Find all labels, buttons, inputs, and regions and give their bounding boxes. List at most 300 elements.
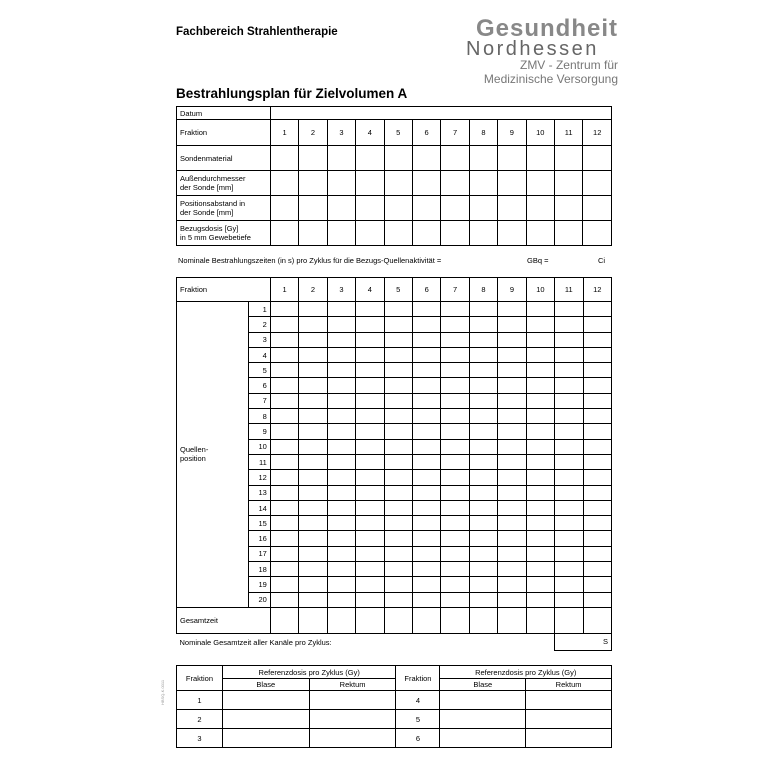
time-entry-cell[interactable] — [412, 592, 440, 607]
time-entry-cell[interactable] — [498, 317, 526, 332]
rektum-dose-cell[interactable] — [309, 710, 396, 729]
time-entry-cell[interactable] — [441, 409, 469, 424]
time-entry-cell[interactable] — [270, 592, 298, 607]
blase-dose-cell[interactable] — [222, 710, 309, 729]
plan-entry-cell[interactable] — [270, 221, 298, 246]
time-entry-cell[interactable] — [327, 363, 355, 378]
time-entry-cell[interactable] — [412, 562, 440, 577]
plan-entry-cell[interactable] — [583, 196, 612, 221]
time-entry-cell[interactable] — [327, 302, 355, 317]
time-entry-cell[interactable] — [299, 546, 327, 561]
time-entry-cell[interactable] — [270, 546, 298, 561]
time-entry-cell[interactable] — [498, 454, 526, 469]
time-entry-cell[interactable] — [555, 546, 583, 561]
plan-entry-cell[interactable] — [384, 221, 412, 246]
time-entry-cell[interactable] — [299, 302, 327, 317]
time-entry-cell[interactable] — [384, 470, 412, 485]
time-entry-cell[interactable] — [526, 347, 554, 362]
plan-entry-cell[interactable] — [554, 221, 582, 246]
plan-entry-cell[interactable] — [441, 196, 469, 221]
time-entry-cell[interactable] — [555, 302, 583, 317]
time-entry-cell[interactable] — [384, 302, 412, 317]
time-entry-cell[interactable] — [583, 546, 611, 561]
time-entry-cell[interactable] — [583, 439, 611, 454]
time-entry-cell[interactable] — [555, 332, 583, 347]
time-entry-cell[interactable] — [583, 562, 611, 577]
time-entry-cell[interactable] — [327, 531, 355, 546]
time-entry-cell[interactable] — [270, 317, 298, 332]
plan-entry-cell[interactable] — [554, 196, 582, 221]
time-entry-cell[interactable] — [270, 470, 298, 485]
plan-entry-cell[interactable] — [498, 171, 526, 196]
plan-entry-cell[interactable] — [412, 196, 440, 221]
time-entry-cell[interactable] — [526, 439, 554, 454]
time-entry-cell[interactable] — [583, 485, 611, 500]
time-entry-cell[interactable] — [469, 424, 497, 439]
time-entry-cell[interactable] — [412, 454, 440, 469]
time-entry-cell[interactable] — [356, 439, 384, 454]
time-entry-cell[interactable] — [555, 500, 583, 515]
gesamtzeit-cell[interactable] — [356, 607, 384, 633]
time-entry-cell[interactable] — [299, 409, 327, 424]
plan-entry-cell[interactable] — [270, 196, 298, 221]
gesamtzeit-cell[interactable] — [327, 607, 355, 633]
time-entry-cell[interactable] — [412, 470, 440, 485]
plan-entry-cell[interactable] — [441, 171, 469, 196]
plan-entry-cell[interactable] — [526, 171, 554, 196]
time-entry-cell[interactable] — [384, 577, 412, 592]
plan-entry-cell[interactable] — [526, 196, 554, 221]
gesamtzeit-cell[interactable] — [469, 607, 497, 633]
time-entry-cell[interactable] — [327, 470, 355, 485]
time-entry-cell[interactable] — [441, 485, 469, 500]
time-entry-cell[interactable] — [441, 516, 469, 531]
time-entry-cell[interactable] — [412, 332, 440, 347]
time-entry-cell[interactable] — [498, 347, 526, 362]
rektum-dose-cell[interactable] — [309, 691, 396, 710]
time-entry-cell[interactable] — [356, 470, 384, 485]
time-entry-cell[interactable] — [555, 378, 583, 393]
blase-dose-cell[interactable] — [440, 710, 526, 729]
time-entry-cell[interactable] — [327, 332, 355, 347]
gesamtzeit-cell[interactable] — [384, 607, 412, 633]
time-entry-cell[interactable] — [270, 454, 298, 469]
time-entry-cell[interactable] — [441, 363, 469, 378]
plan-entry-cell[interactable] — [270, 146, 298, 171]
time-entry-cell[interactable] — [412, 546, 440, 561]
time-entry-cell[interactable] — [299, 531, 327, 546]
time-entry-cell[interactable] — [555, 485, 583, 500]
time-entry-cell[interactable] — [270, 531, 298, 546]
plan-entry-cell[interactable] — [583, 146, 612, 171]
time-entry-cell[interactable] — [299, 347, 327, 362]
time-entry-cell[interactable] — [412, 439, 440, 454]
time-entry-cell[interactable] — [469, 516, 497, 531]
time-entry-cell[interactable] — [469, 531, 497, 546]
time-entry-cell[interactable] — [526, 454, 554, 469]
time-entry-cell[interactable] — [469, 485, 497, 500]
time-entry-cell[interactable] — [356, 332, 384, 347]
time-entry-cell[interactable] — [526, 332, 554, 347]
time-entry-cell[interactable] — [327, 439, 355, 454]
time-entry-cell[interactable] — [356, 516, 384, 531]
time-entry-cell[interactable] — [583, 378, 611, 393]
gesamtzeit-cell[interactable] — [299, 607, 327, 633]
time-entry-cell[interactable] — [498, 470, 526, 485]
gesamtzeit-cell[interactable] — [583, 607, 611, 633]
time-entry-cell[interactable] — [441, 347, 469, 362]
time-entry-cell[interactable] — [469, 363, 497, 378]
time-entry-cell[interactable] — [526, 516, 554, 531]
time-entry-cell[interactable] — [469, 347, 497, 362]
time-entry-cell[interactable] — [270, 439, 298, 454]
gesamtzeit-cell[interactable] — [441, 607, 469, 633]
time-entry-cell[interactable] — [441, 546, 469, 561]
time-entry-cell[interactable] — [270, 500, 298, 515]
gesamtzeit-cell[interactable] — [555, 607, 583, 633]
time-entry-cell[interactable] — [384, 317, 412, 332]
time-entry-cell[interactable] — [327, 577, 355, 592]
plan-entry-cell[interactable] — [299, 171, 327, 196]
time-entry-cell[interactable] — [526, 546, 554, 561]
plan-entry-cell[interactable] — [554, 171, 582, 196]
time-entry-cell[interactable] — [384, 409, 412, 424]
time-entry-cell[interactable] — [583, 393, 611, 408]
time-entry-cell[interactable] — [555, 317, 583, 332]
time-entry-cell[interactable] — [299, 424, 327, 439]
plan-entry-cell[interactable] — [498, 196, 526, 221]
blase-dose-cell[interactable] — [222, 691, 309, 710]
plan-entry-cell[interactable] — [299, 221, 327, 246]
plan-entry-cell[interactable] — [384, 196, 412, 221]
time-entry-cell[interactable] — [583, 454, 611, 469]
time-entry-cell[interactable] — [356, 378, 384, 393]
plan-entry-cell[interactable] — [384, 171, 412, 196]
time-entry-cell[interactable] — [299, 393, 327, 408]
blase-dose-cell[interactable] — [440, 729, 526, 748]
time-entry-cell[interactable] — [583, 516, 611, 531]
plan-entry-cell[interactable] — [526, 221, 554, 246]
time-entry-cell[interactable] — [327, 500, 355, 515]
time-entry-cell[interactable] — [299, 332, 327, 347]
time-entry-cell[interactable] — [327, 409, 355, 424]
time-entry-cell[interactable] — [356, 424, 384, 439]
time-entry-cell[interactable] — [356, 485, 384, 500]
time-entry-cell[interactable] — [526, 363, 554, 378]
time-entry-cell[interactable] — [555, 454, 583, 469]
time-entry-cell[interactable] — [441, 378, 469, 393]
time-entry-cell[interactable] — [498, 485, 526, 500]
time-entry-cell[interactable] — [327, 516, 355, 531]
time-entry-cell[interactable] — [299, 592, 327, 607]
time-entry-cell[interactable] — [555, 363, 583, 378]
time-entry-cell[interactable] — [469, 302, 497, 317]
time-entry-cell[interactable] — [299, 317, 327, 332]
rektum-dose-cell[interactable] — [526, 710, 612, 729]
time-entry-cell[interactable] — [498, 500, 526, 515]
time-entry-cell[interactable] — [384, 500, 412, 515]
rektum-dose-cell[interactable] — [309, 729, 396, 748]
time-entry-cell[interactable] — [441, 332, 469, 347]
time-entry-cell[interactable] — [469, 577, 497, 592]
time-entry-cell[interactable] — [412, 516, 440, 531]
time-entry-cell[interactable] — [270, 378, 298, 393]
time-entry-cell[interactable] — [441, 592, 469, 607]
time-entry-cell[interactable] — [583, 470, 611, 485]
time-entry-cell[interactable] — [356, 500, 384, 515]
time-entry-cell[interactable] — [384, 562, 412, 577]
plan-entry-cell[interactable] — [469, 221, 497, 246]
time-entry-cell[interactable] — [356, 577, 384, 592]
time-entry-cell[interactable] — [384, 363, 412, 378]
time-entry-cell[interactable] — [441, 531, 469, 546]
time-entry-cell[interactable] — [356, 409, 384, 424]
time-entry-cell[interactable] — [555, 439, 583, 454]
time-entry-cell[interactable] — [469, 546, 497, 561]
time-entry-cell[interactable] — [412, 531, 440, 546]
time-entry-cell[interactable] — [299, 516, 327, 531]
time-entry-cell[interactable] — [384, 531, 412, 546]
plan-entry-cell[interactable] — [327, 171, 355, 196]
time-entry-cell[interactable] — [469, 592, 497, 607]
plan-entry-cell[interactable] — [498, 221, 526, 246]
plan-entry-cell[interactable] — [299, 196, 327, 221]
time-entry-cell[interactable] — [498, 531, 526, 546]
time-entry-cell[interactable] — [384, 393, 412, 408]
rektum-dose-cell[interactable] — [526, 729, 612, 748]
time-entry-cell[interactable] — [526, 302, 554, 317]
time-entry-cell[interactable] — [384, 454, 412, 469]
gesamtzeit-cell[interactable] — [526, 607, 554, 633]
time-entry-cell[interactable] — [469, 500, 497, 515]
time-entry-cell[interactable] — [412, 409, 440, 424]
time-entry-cell[interactable] — [441, 424, 469, 439]
time-entry-cell[interactable] — [327, 317, 355, 332]
time-entry-cell[interactable] — [469, 562, 497, 577]
time-entry-cell[interactable] — [299, 378, 327, 393]
time-entry-cell[interactable] — [555, 592, 583, 607]
time-entry-cell[interactable] — [270, 424, 298, 439]
time-entry-cell[interactable] — [356, 363, 384, 378]
plan-entry-cell[interactable] — [412, 171, 440, 196]
plan-entry-cell[interactable] — [356, 171, 384, 196]
time-entry-cell[interactable] — [498, 302, 526, 317]
plan-entry-cell[interactable] — [583, 171, 612, 196]
plan-entry-cell[interactable] — [469, 171, 497, 196]
time-entry-cell[interactable] — [412, 317, 440, 332]
time-entry-cell[interactable] — [327, 485, 355, 500]
time-entry-cell[interactable] — [555, 409, 583, 424]
time-entry-cell[interactable] — [412, 577, 440, 592]
time-entry-cell[interactable] — [469, 332, 497, 347]
time-entry-cell[interactable] — [412, 485, 440, 500]
datum-cell[interactable] — [270, 107, 611, 120]
time-entry-cell[interactable] — [555, 470, 583, 485]
time-entry-cell[interactable] — [356, 347, 384, 362]
time-entry-cell[interactable] — [270, 516, 298, 531]
time-entry-cell[interactable] — [356, 562, 384, 577]
time-entry-cell[interactable] — [412, 424, 440, 439]
time-entry-cell[interactable] — [583, 577, 611, 592]
time-entry-cell[interactable] — [299, 363, 327, 378]
time-entry-cell[interactable] — [441, 317, 469, 332]
time-entry-cell[interactable] — [384, 485, 412, 500]
time-entry-cell[interactable] — [441, 500, 469, 515]
time-entry-cell[interactable] — [327, 378, 355, 393]
time-entry-cell[interactable] — [441, 470, 469, 485]
plan-entry-cell[interactable] — [327, 146, 355, 171]
time-entry-cell[interactable] — [583, 531, 611, 546]
time-entry-cell[interactable] — [384, 592, 412, 607]
time-entry-cell[interactable] — [583, 363, 611, 378]
time-entry-cell[interactable] — [555, 562, 583, 577]
time-entry-cell[interactable] — [327, 393, 355, 408]
time-entry-cell[interactable] — [526, 470, 554, 485]
time-entry-cell[interactable] — [498, 516, 526, 531]
plan-entry-cell[interactable] — [469, 146, 497, 171]
time-entry-cell[interactable] — [412, 500, 440, 515]
plan-entry-cell[interactable] — [469, 196, 497, 221]
time-entry-cell[interactable] — [526, 393, 554, 408]
time-entry-cell[interactable] — [469, 317, 497, 332]
blase-dose-cell[interactable] — [440, 691, 526, 710]
time-entry-cell[interactable] — [384, 424, 412, 439]
time-entry-cell[interactable] — [555, 531, 583, 546]
plan-entry-cell[interactable] — [583, 221, 612, 246]
time-entry-cell[interactable] — [498, 592, 526, 607]
time-entry-cell[interactable] — [412, 302, 440, 317]
time-entry-cell[interactable] — [498, 378, 526, 393]
time-entry-cell[interactable] — [384, 516, 412, 531]
time-entry-cell[interactable] — [327, 424, 355, 439]
gesamtzeit-cell[interactable] — [270, 607, 298, 633]
time-entry-cell[interactable] — [498, 439, 526, 454]
time-entry-cell[interactable] — [384, 332, 412, 347]
time-entry-cell[interactable] — [583, 302, 611, 317]
time-entry-cell[interactable] — [356, 454, 384, 469]
time-entry-cell[interactable] — [526, 485, 554, 500]
time-entry-cell[interactable] — [498, 393, 526, 408]
plan-entry-cell[interactable] — [327, 221, 355, 246]
time-entry-cell[interactable] — [441, 302, 469, 317]
time-entry-cell[interactable] — [299, 439, 327, 454]
time-entry-cell[interactable] — [270, 562, 298, 577]
time-entry-cell[interactable] — [270, 577, 298, 592]
time-entry-cell[interactable] — [498, 424, 526, 439]
time-entry-cell[interactable] — [270, 347, 298, 362]
time-entry-cell[interactable] — [498, 363, 526, 378]
gesamtzeit-cell[interactable] — [498, 607, 526, 633]
time-entry-cell[interactable] — [526, 500, 554, 515]
time-entry-cell[interactable] — [299, 577, 327, 592]
time-entry-cell[interactable] — [441, 562, 469, 577]
time-entry-cell[interactable] — [526, 424, 554, 439]
rektum-dose-cell[interactable] — [526, 691, 612, 710]
time-entry-cell[interactable] — [327, 454, 355, 469]
plan-entry-cell[interactable] — [441, 221, 469, 246]
time-entry-cell[interactable] — [299, 500, 327, 515]
time-entry-cell[interactable] — [498, 577, 526, 592]
plan-entry-cell[interactable] — [327, 196, 355, 221]
time-entry-cell[interactable] — [384, 347, 412, 362]
plan-entry-cell[interactable] — [356, 221, 384, 246]
time-entry-cell[interactable] — [583, 500, 611, 515]
time-entry-cell[interactable] — [441, 439, 469, 454]
blase-dose-cell[interactable] — [222, 729, 309, 748]
time-entry-cell[interactable] — [469, 439, 497, 454]
time-entry-cell[interactable] — [356, 393, 384, 408]
time-entry-cell[interactable] — [356, 531, 384, 546]
time-entry-cell[interactable] — [384, 546, 412, 561]
time-entry-cell[interactable] — [555, 424, 583, 439]
time-entry-cell[interactable] — [555, 347, 583, 362]
time-entry-cell[interactable] — [498, 332, 526, 347]
time-entry-cell[interactable] — [356, 317, 384, 332]
time-entry-cell[interactable] — [469, 409, 497, 424]
time-entry-cell[interactable] — [327, 546, 355, 561]
time-entry-cell[interactable] — [469, 393, 497, 408]
plan-entry-cell[interactable] — [441, 146, 469, 171]
time-entry-cell[interactable] — [327, 592, 355, 607]
time-entry-cell[interactable] — [583, 424, 611, 439]
time-entry-cell[interactable] — [299, 454, 327, 469]
time-entry-cell[interactable] — [412, 363, 440, 378]
time-entry-cell[interactable] — [498, 409, 526, 424]
time-entry-cell[interactable] — [441, 577, 469, 592]
time-entry-cell[interactable] — [270, 332, 298, 347]
time-entry-cell[interactable] — [356, 302, 384, 317]
time-entry-cell[interactable] — [555, 577, 583, 592]
plan-entry-cell[interactable] — [554, 146, 582, 171]
time-entry-cell[interactable] — [412, 347, 440, 362]
time-entry-cell[interactable] — [412, 378, 440, 393]
time-entry-cell[interactable] — [299, 562, 327, 577]
time-entry-cell[interactable] — [555, 516, 583, 531]
time-entry-cell[interactable] — [327, 562, 355, 577]
plan-entry-cell[interactable] — [412, 146, 440, 171]
time-entry-cell[interactable] — [299, 485, 327, 500]
time-entry-cell[interactable] — [356, 546, 384, 561]
time-entry-cell[interactable] — [526, 378, 554, 393]
time-entry-cell[interactable] — [469, 470, 497, 485]
gesamtzeit-cell[interactable] — [412, 607, 440, 633]
time-entry-cell[interactable] — [498, 546, 526, 561]
time-entry-cell[interactable] — [384, 439, 412, 454]
total-time-field[interactable]: S — [555, 633, 612, 650]
time-entry-cell[interactable] — [526, 577, 554, 592]
time-entry-cell[interactable] — [526, 562, 554, 577]
time-entry-cell[interactable] — [498, 562, 526, 577]
time-entry-cell[interactable] — [384, 378, 412, 393]
time-entry-cell[interactable] — [270, 393, 298, 408]
time-entry-cell[interactable] — [441, 393, 469, 408]
plan-entry-cell[interactable] — [356, 146, 384, 171]
plan-entry-cell[interactable] — [299, 146, 327, 171]
time-entry-cell[interactable] — [583, 592, 611, 607]
time-entry-cell[interactable] — [356, 592, 384, 607]
time-entry-cell[interactable] — [526, 409, 554, 424]
time-entry-cell[interactable] — [583, 347, 611, 362]
time-entry-cell[interactable] — [469, 378, 497, 393]
time-entry-cell[interactable] — [327, 347, 355, 362]
time-entry-cell[interactable] — [270, 485, 298, 500]
time-entry-cell[interactable] — [583, 409, 611, 424]
time-entry-cell[interactable] — [441, 454, 469, 469]
time-entry-cell[interactable] — [469, 454, 497, 469]
time-entry-cell[interactable] — [526, 531, 554, 546]
time-entry-cell[interactable] — [270, 409, 298, 424]
time-entry-cell[interactable] — [583, 332, 611, 347]
